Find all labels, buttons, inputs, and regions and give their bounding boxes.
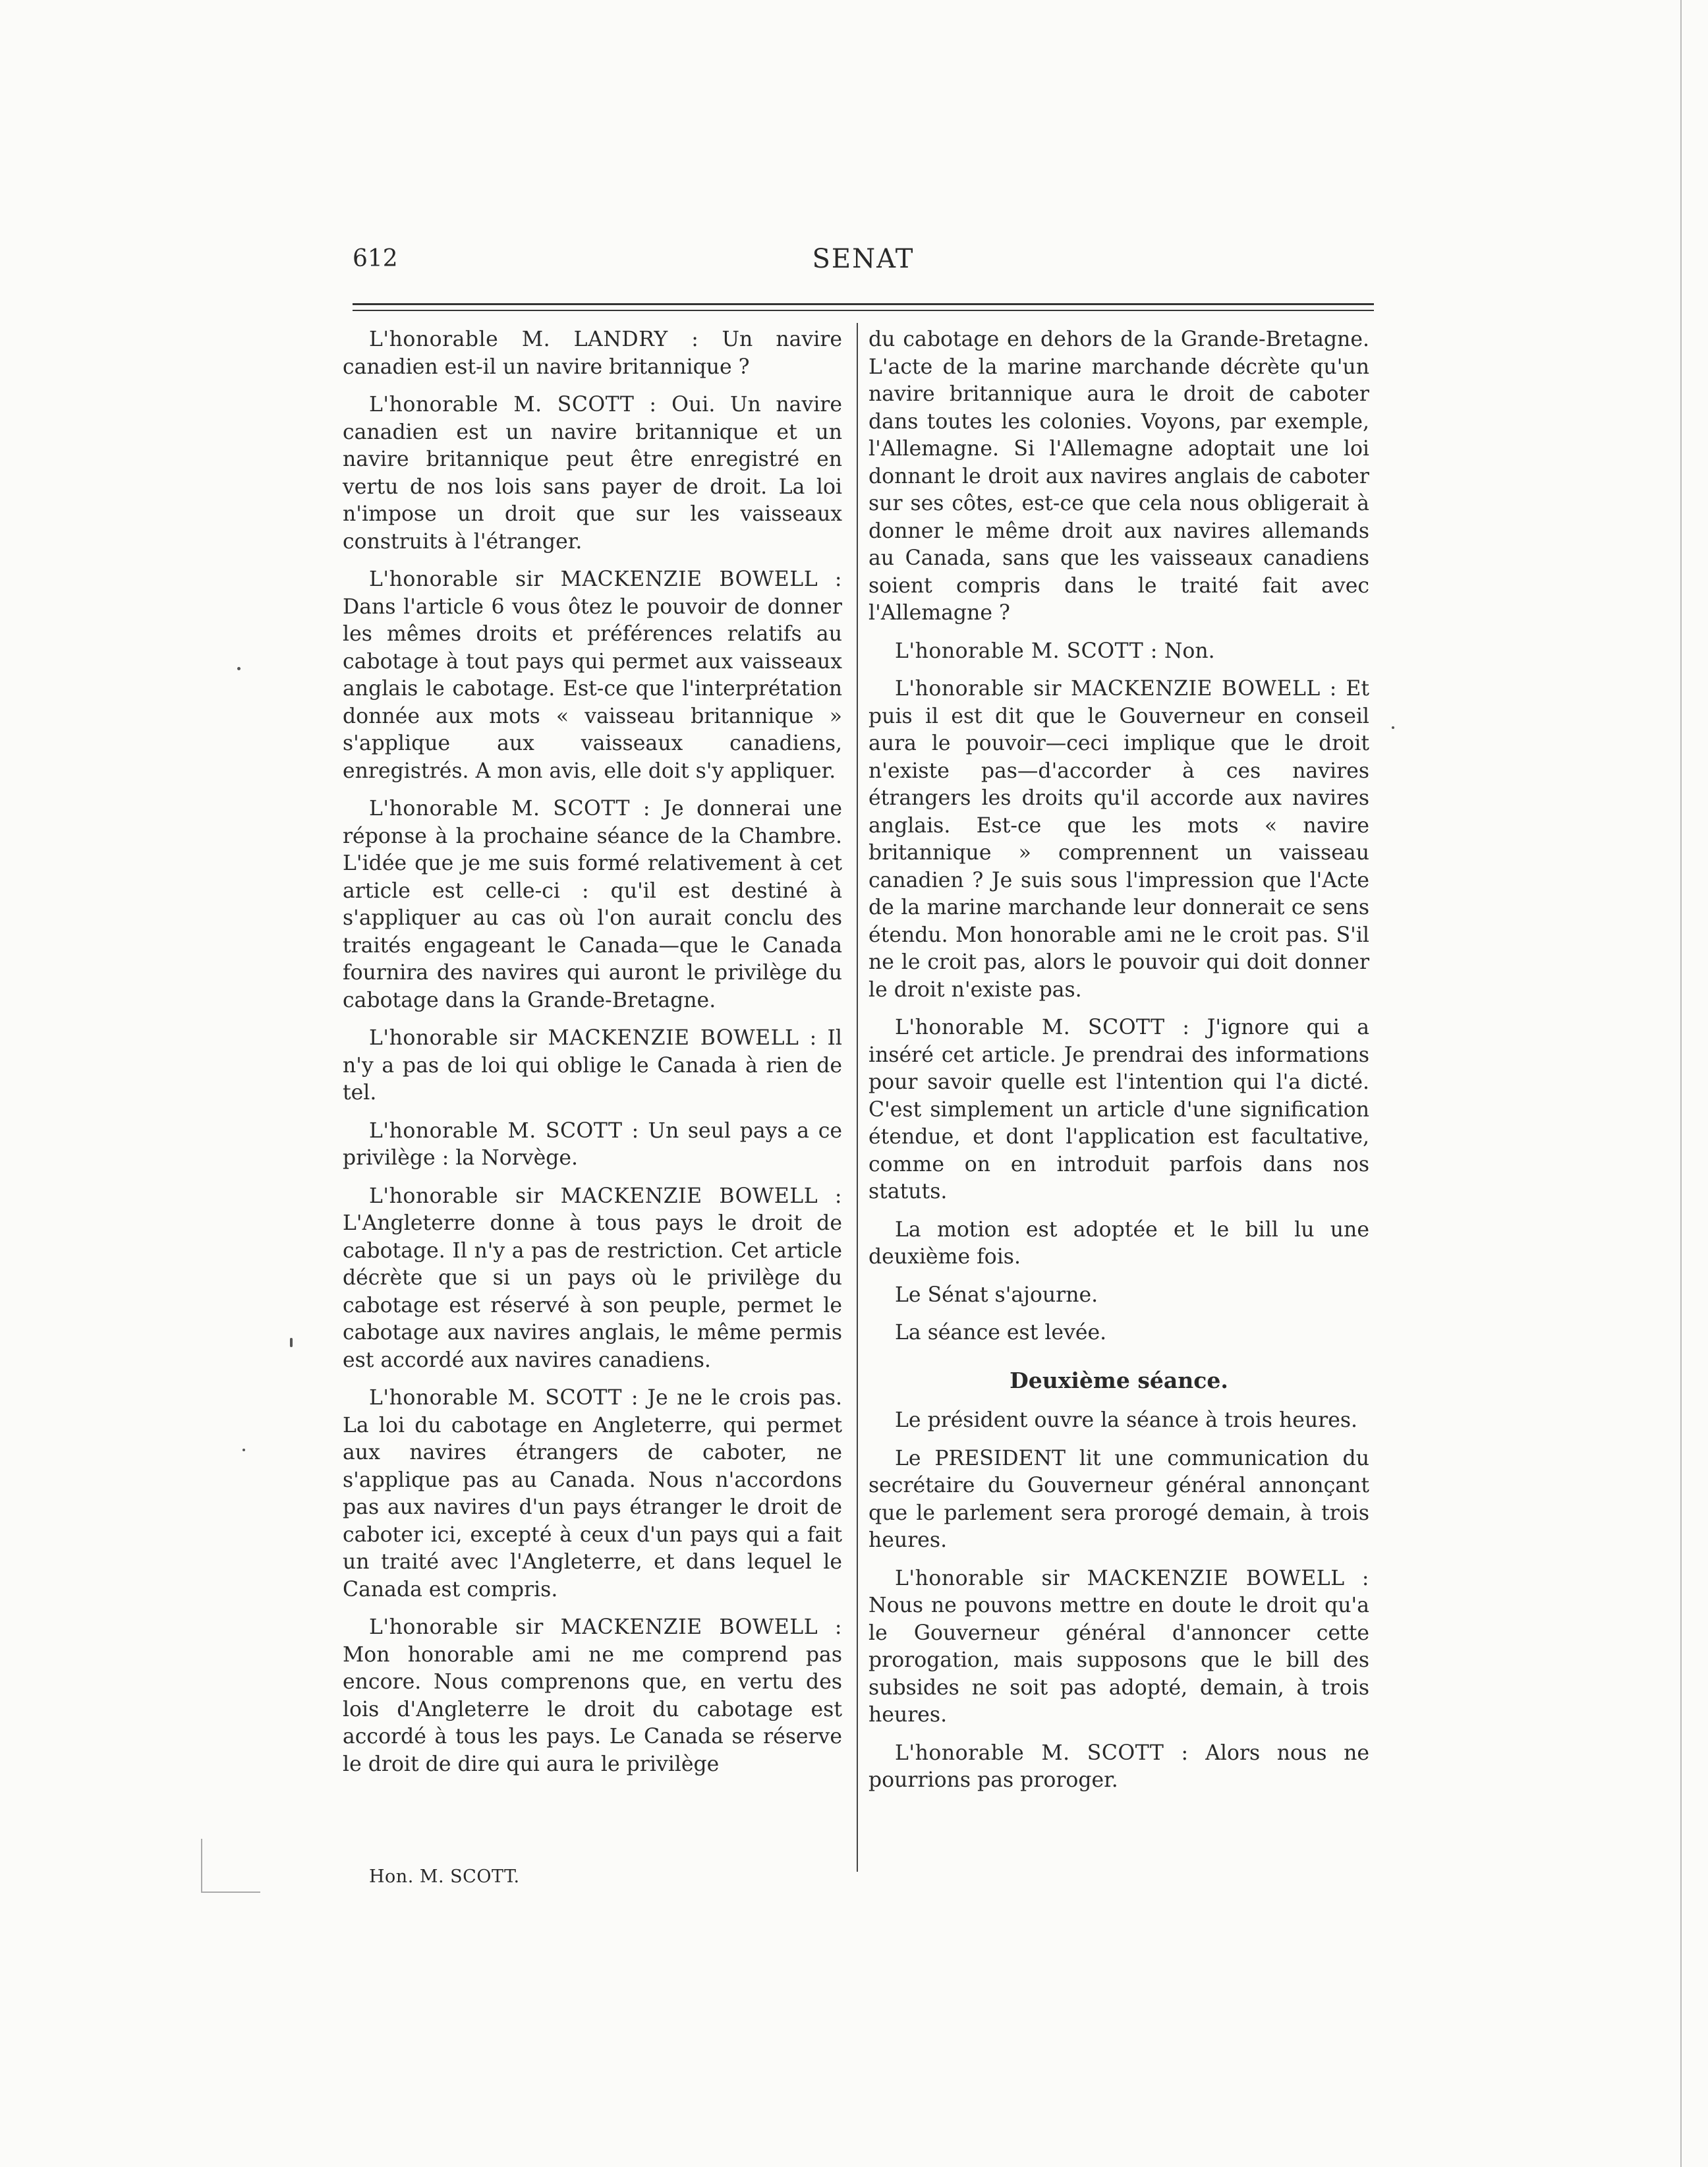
paragraph	[868, 1565, 1369, 1729]
paragraph	[868, 1407, 1369, 1435]
paragraph	[343, 391, 842, 556]
paragraph	[343, 1118, 842, 1172]
speaker-name: L'honorable sir MACKENZIE BOWELL :	[369, 1615, 842, 1639]
paragraph-text: Et puis il est dit que le Gouverneur en conseil aura le pouvoir—ceci implique que le droit n'existe pas—d'accorder à ces navires étrangers les droits qu'il accorde aux navires anglais. Est-ce que les mots « navire britannique » comprennent un vaisseau canadien ? Je suis sous l'impression que l'Acte de la marine marchande leur donnerait ce sens étendu. Mon honorable ami ne le croit pas. S'il ne le croit pas, alors le pouvoir qui doit donner le droit n'existe pas.	[868, 677, 1370, 1002]
speaker-name: L'honorable sir MACKENZIE BOWELL :	[895, 677, 1337, 701]
speaker-name: L'honorable M. LANDRY :	[369, 328, 699, 351]
paragraph-text: La séance est levée.	[895, 1321, 1107, 1344]
speaker-name: L'honorable sir MACKENZIE BOWELL :	[369, 567, 842, 591]
paragraph-text: Dans l'article 6 vous ôtez le pouvoir de donner les mêmes droits et préférences relatifs au cabotage à tout pays qui permet aux vaisseaux anglais le cabotage. Est-ce que l'interprétation donnée aux mots « vaisseau britannique » s'applique aux vaisseaux canadiens, enregistrés. A mon avis, elle doit s'y appliquer.	[343, 594, 842, 783]
paragraph-text: Je donnerai une réponse à la prochaine séance de la Chambre. L'idée que je me suis formé relativement à cet article est celle-ci : qu'il est destiné à s'appliquer au cas où l'on aurait conclu des traités engageant le Canada—que le Canada fournira des navires qui auront le privilège du cabotage dans la Grande-Bretagne.	[343, 797, 842, 1012]
right-column-part-1	[868, 326, 1369, 1347]
scan-speck	[242, 1449, 245, 1451]
section-heading: Deuxième séance.	[1010, 1367, 1228, 1393]
paragraph	[868, 326, 1369, 627]
paragraph	[868, 638, 1369, 666]
paragraph	[343, 1385, 842, 1604]
paragraph-text: J'ignore qui a inséré cet article. Je prendrai des informations pour savoir quelle est l'intention qui l'a dicté. C'est simplement un article d'une signification étendue, et dont l'application est facultative, comme on en introduit parfois dans nos statuts.	[868, 1016, 1369, 1203]
right-column-part-2	[868, 1407, 1369, 1795]
header-rule-thin	[353, 310, 1374, 311]
speaker-name: L'honorable M. SCOTT :	[369, 393, 657, 417]
paragraph	[868, 1282, 1369, 1310]
paragraph	[343, 795, 842, 1014]
paragraph-text: L'Angleterre donne à tous pays le droit de cabotage. Il n'y a pas de restriction. Cet article décrète que si un pays où le privilège du cabotage est réservé à son peuple, permet le cabotage aux navires anglais, le même permis est accordé aux navires canadiens.	[343, 1211, 842, 1372]
header-rule	[353, 303, 1374, 305]
paragraph-text: Le président ouvre la séance à trois heures.	[895, 1408, 1358, 1432]
paragraph	[868, 1740, 1369, 1795]
speaker-name: L'honorable M. SCOTT :	[895, 1741, 1189, 1765]
paragraph-text: Oui. Un navire canadien est un navire britannique et un navire britannique peut être enregistré en vertu de nos lois sans payer de droit. La loi n'impose un droit que sur les vaisseaux construits à l'étranger.	[343, 393, 842, 554]
right-column	[868, 326, 1369, 1805]
paragraph	[343, 326, 842, 381]
paragraph	[868, 1319, 1369, 1347]
speaker-name: L'honorable sir MACKENZIE BOWELL :	[369, 1184, 842, 1208]
paragraph-text: Je ne le crois pas. La loi du cabotage en Angleterre, qui permet aux navires étrangers de caboter, ne s'applique pas au Canada. Nous n'accordons pas aux navires d'un pays étranger le droit de caboter ici, excepté à ceux d'un pays qui a fait un traité avec l'Angleterre, et dans lequel le Canada est compris.	[343, 1386, 842, 1602]
paragraph-text: Alors nous ne pourrions pas proroger.	[868, 1741, 1369, 1792]
paragraph-text: Il n'y a pas de loi qui oblige le Canada à rien de tel.	[343, 1026, 843, 1105]
page-number: 612	[353, 245, 398, 272]
paragraph	[343, 1183, 842, 1375]
footer-note: Hon. M. SCOTT.	[369, 1866, 520, 1887]
paragraph	[868, 1445, 1369, 1555]
left-column	[343, 326, 842, 1789]
speaker-name: L'honorable sir MACKENZIE BOWELL :	[369, 1026, 817, 1050]
scan-edge-line	[1680, 0, 1682, 2167]
paragraph-text: Le PRESIDENT lit une communication du secrétaire du Gouverneur général annonçant que le parlement sera prorogé demain, à trois heures.	[868, 1446, 1369, 1552]
page-header	[353, 245, 1374, 285]
paragraph	[343, 1025, 842, 1107]
column-divider	[857, 323, 858, 1872]
paragraph	[343, 1614, 842, 1778]
speaker-name: L'honorable M. SCOTT :	[369, 1386, 639, 1410]
speaker-name: L'honorable M. SCOTT :	[895, 639, 1158, 663]
paragraph-text: Non.	[1164, 639, 1215, 663]
scan-speck	[237, 667, 241, 670]
paragraph-text: du cabotage en dehors de la Grande-Bretagne. L'acte de la marine marchande décrète qu'un navire britannique aura le droit de caboter dans toutes les colonies. Voyons, par exemple, l'Allemagne. Si l'Allemagne adoptait une loi donnant le droit aux navires anglais de caboter sur ses côtes, est-ce que cela nous obligerait à donner le même droit aux navires allemands au Canada, sans que les vaisseaux canadiens soient compris dans le traité fait avec l'Allemagne ?	[868, 328, 1369, 625]
running-title: SENAT	[812, 244, 915, 274]
scan-corner-mark	[201, 1839, 202, 1892]
speaker-name: L'honorable M. SCOTT :	[369, 1118, 639, 1143]
paragraph	[868, 676, 1369, 1004]
paragraph-text: Nous ne pouvons mettre en doute le droit qu'a le Gouverneur général d'annoncer cette prorogation, mais supposons que le bill des subsides ne soit pas adopté, demain, à trois heures.	[868, 1594, 1369, 1727]
speaker-name: L'honorable M. SCOTT :	[895, 1016, 1190, 1039]
paragraph	[868, 1217, 1369, 1271]
paragraph-text: La motion est adoptée et le bill lu une deuxième fois.	[868, 1217, 1369, 1269]
scan-corner-mark-base	[201, 1892, 260, 1893]
speaker-name: L'honorable M. SCOTT :	[369, 797, 651, 821]
paragraph-text: Un seul pays a ce privilège : la Norvège.	[343, 1118, 842, 1170]
paragraph	[343, 566, 842, 785]
paragraph-text: Le Sénat s'ajourne.	[895, 1283, 1098, 1307]
paragraph	[868, 1014, 1369, 1206]
scan-speck	[290, 1338, 293, 1347]
paragraph-text: Mon honorable ami ne me comprend pas encore. Nous comprenons que, en vertu des lois d'Angleterre le droit du cabotage est accordé à tous les pays. Le Canada se réserve le droit de dire qui aura le privilège	[343, 1642, 842, 1776]
speaker-name: L'honorable sir MACKENZIE BOWELL :	[895, 1566, 1369, 1590]
scan-speck	[1392, 726, 1394, 729]
paragraph-text: Un navire canadien est-il un navire britannique ?	[343, 328, 842, 379]
